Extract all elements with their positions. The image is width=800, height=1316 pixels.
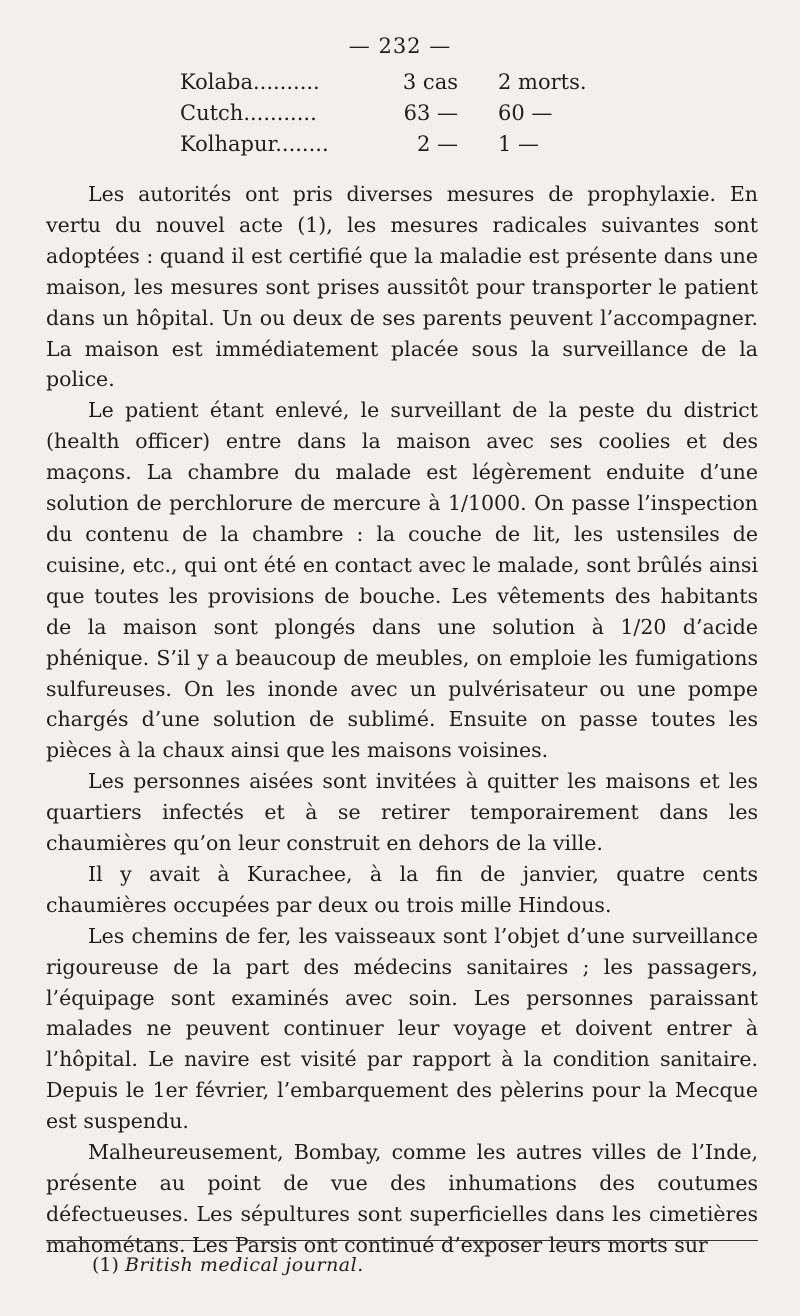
paragraph: Il y avait à Kurachee, à la fin de janvier, quatre cents chaumières occupées par deux ou trois mille Hindous.: [46, 861, 758, 917]
footnote-marker: (1): [92, 1254, 119, 1276]
table-deaths: 1 —: [498, 132, 540, 156]
table-row: [180, 70, 620, 101]
page-number: — 232 —: [348, 34, 452, 58]
body-text: [46, 179, 758, 1261]
table-place: Cutch...........: [180, 101, 317, 125]
paragraph: Les autorités ont pris diverses mesures de prophylaxie. En vertu du nouvel acte (1), les mesures radicales suivantes sont adoptées : quand il est certifié que la maladie est présente dans une maison, les mesures sont prises aussitôt pour transporter le patient dans un hôpital. Un ou deux de ses parents peuvent l’accompagner. La maison est immédiatement placée sous la surveillance de la police.: [46, 182, 758, 392]
table-cases: 63 —: [403, 101, 458, 125]
table-row: [180, 101, 620, 132]
paragraph: Les chemins de fer, les vaisseaux sont l’objet d’une surveillance rigoureuse de la part des médecins sanitaires ; les passagers, l’équipage sont examinés avec soin. Les personnes paraissant malades ne peuvent continuer leur voyage et doivent entrer à l’hôpital. Le navire est visité par rapport à la condition sanitaire. Depuis le 1er février, l’embarquement des pèlerins pour la Mecque est suspendu.: [46, 923, 758, 1134]
paragraph: Le patient étant enlevé, le surveillant de la peste du district (health officer) entre dans la maison avec ses coolies et des maçons. La chambre du malade est légèrement enduite d’une solution de perchlorure de mercure à 1/1000. On passe l’inspection du contenu de la chambre : la couche de lit, les ustensiles de cuisine, etc., qui ont été en contact avec le malade, sont brûlés ainsi que toutes les provisions de bouche. Les vêtements des habitants de la maison sont plongés dans une solution à 1/20 d’acide phénique. S’il y a beaucoup de meubles, on emploie les fumigations sulfureuses. On les inonde avec un pulvérisateur ou une pompe chargés d’une solution de sublimé. Ensuite on passe toutes les pièces à la chaux ainsi que les maisons voisines.: [46, 398, 758, 763]
paragraph: Malheureusement, Bombay, comme les autres villes de l’Inde, présente au point de vue des inhumations des coutumes défectueuses. Les sépultures sont superficielles dans les cimetières mahométans. Les Parsis ont continué d’exposer leurs morts sur: [46, 1140, 758, 1257]
table-cases: 2 —: [416, 132, 458, 156]
cases-table: [180, 70, 620, 163]
footnote-divider: [46, 1240, 758, 1241]
table-deaths: 60 —: [498, 101, 553, 125]
table-cases: 3 cas: [402, 70, 458, 94]
footnote-text: British medical journal.: [124, 1254, 364, 1276]
table-place: Kolhapur........: [180, 132, 329, 156]
paragraph: Les personnes aisées sont invitées à quitter les maisons et les quartiers infectés et à se retirer temporairement dans les chaumières qu’on leur construit en dehors de la ville.: [46, 769, 758, 856]
table-row: [180, 132, 620, 163]
table-deaths: 2 morts.: [498, 70, 587, 94]
table-place: Kolaba..........: [180, 70, 320, 94]
footnote: [92, 1254, 364, 1276]
